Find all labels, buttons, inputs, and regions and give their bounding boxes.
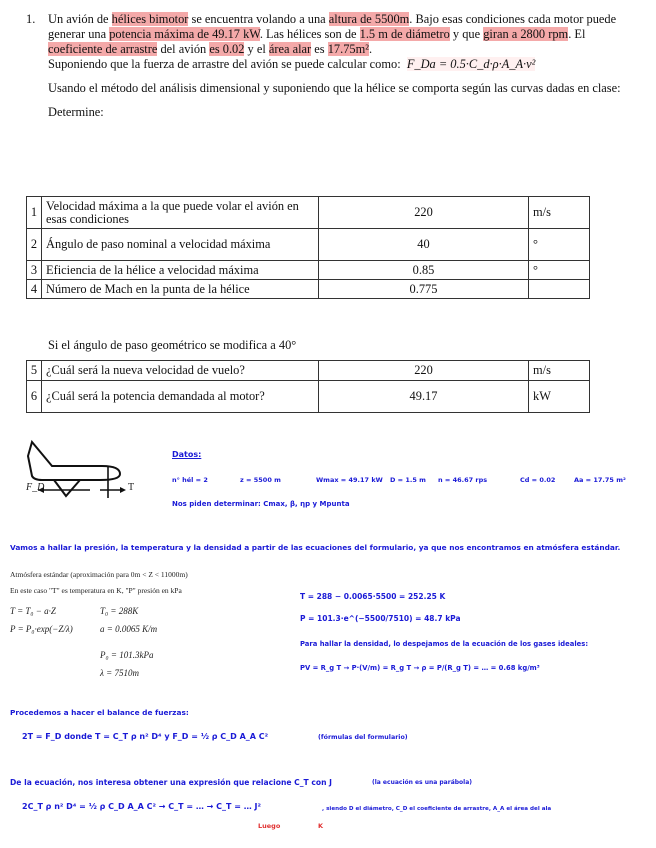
luego-label: Luego (258, 822, 281, 830)
problem-number: 1. (26, 12, 36, 26)
row-answer: 40 (319, 229, 529, 261)
ecuacion-line: De la ecuación, nos interesa obtener una expresión que relacione C_T con J (10, 778, 332, 787)
row-answer: 0.775 (319, 280, 529, 299)
row-number: 4 (27, 280, 42, 299)
row-question: ¿Cuál será la nueva velocidad de vuelo? (42, 361, 319, 381)
datos-potencia: Wmax = 49.17 kW (316, 476, 383, 484)
highlight-area-value: 17.75m² (327, 42, 369, 56)
datos-cd: Cd = 0.02 (520, 476, 556, 484)
ecuacion-note: (la ecuación es una parábola) (372, 779, 473, 786)
datos-area: Aa = 17.75 m² (574, 476, 626, 484)
row-question: Número de Mach en la punta de la hélice (42, 280, 319, 299)
table-row (27, 261, 590, 280)
drag-formula: F_Da = 0.5·C_d·ρ·A_A·v² (406, 57, 536, 71)
row-unit (529, 280, 590, 299)
datos-helices: n° hél = 2 (172, 476, 208, 484)
row-unit: kW (529, 381, 590, 413)
hallar-densidad: Para hallar la densidad, lo despejamos de la ecuación de los gases ideales: (300, 640, 589, 648)
row-answer: 220 (319, 361, 529, 381)
diagram-fd-label: F_D (26, 482, 45, 493)
calc-density: PV = R_g T → P·(V/m) = R_g T → ρ = P/(R_g T) = … = 0.68 kg/m³ (300, 664, 540, 672)
row-number: 2 (27, 229, 42, 261)
highlight-cd: es 0.02 (209, 42, 245, 56)
section-2-heading: Si el ángulo de paso geométrico se modifica a 40° (48, 338, 297, 352)
row-number: 5 (27, 361, 42, 381)
row-answer: 49.17 (319, 381, 529, 413)
atm-eq-temperature: T = T₀ − a·Z (10, 606, 56, 616)
problem-statement (26, 12, 642, 120)
calc-pressure: P = 101.3·e^(−5500/7510) = 48.7 kPa (300, 614, 461, 623)
method-sentence: Usando el método del análisis dimensional y suponiendo que la hélice se comporta según las curvas dadas en clase: (48, 81, 621, 95)
table-row (27, 361, 590, 381)
datos-diametro: D = 1.5 m (390, 476, 426, 484)
table-row (27, 229, 590, 261)
atm-const-a: a = 0.0065 K/m (100, 624, 158, 634)
balance-note: (fórmulas del formulario) (318, 734, 408, 741)
final-equation: 2C_T ρ n² D⁴ = ½ ρ C_D A_A C² → C_T = … → C_T = … J² (22, 802, 262, 811)
datos-altura: z = 5500 m (240, 476, 281, 484)
highlight-rpm: giran a 2800 rpm (483, 27, 569, 41)
atmosfera-subtitle: En este caso "T" es temperatura en K, "P" presión en kPa (10, 586, 182, 595)
k-label: K (318, 822, 324, 830)
drag-sentence: Suponiendo que la fuerza de arrastre del avión se puede calcular como: F_Da = 0.5·C_d·ρ·A_A·v² (48, 57, 536, 71)
highlight-area: área alar (268, 42, 312, 56)
balance-equation: 2T = F_D donde T = C_T ρ n² D⁴ y F_D = ½ ρ C_D A_A C² (22, 732, 269, 741)
vamos-line: Vamos a hallar la presión, la temperatura y la densidad a partir de las ecuaciones del formulario, ya que nos encontramos en atmósfera estándar. (10, 543, 621, 552)
highlight-potencia: potencia máxima de 49.17 kW (109, 27, 260, 41)
datos-title: Datos: (172, 450, 202, 459)
row-question: Velocidad máxima a la que puede volar el avión en esas condiciones (42, 197, 319, 229)
row-answer: 220 (319, 197, 529, 229)
highlight-coef: coeficiente de arrastre (48, 42, 158, 56)
highlight-helices: hélices bimotor (111, 12, 189, 26)
determine-label: Determine: (48, 105, 104, 119)
atmosfera-title: Atmósfera estándar (aproximación para 0m < Z < 11000m) (10, 570, 188, 579)
table-row (27, 197, 590, 229)
row-unit: m/s (529, 197, 590, 229)
table-row (27, 280, 590, 299)
row-question: Eficiencia de la hélice a velocidad máxima (42, 261, 319, 280)
balance-line: Procedemos a hacer el balance de fuerzas: (10, 708, 189, 717)
questions-table-2 (26, 360, 590, 413)
row-unit: m/s (529, 361, 590, 381)
row-unit: ° (529, 261, 590, 280)
piden-line: Nos piden determinar: Cmax, β, ηp y Mpunta (172, 500, 350, 508)
atm-eq-pressure: P = P₀·exp(−Z/λ) (10, 624, 73, 634)
highlight-diametro: 1.5 m de diámetro (359, 27, 450, 41)
row-number: 3 (27, 261, 42, 280)
thrust-arrow-head (120, 487, 126, 493)
questions-table-1 (26, 196, 590, 299)
row-number: 6 (27, 381, 42, 413)
calc-temperature: T = 288 − 0.0065·5500 = 252.25 K (300, 592, 446, 601)
airplane-diagram (20, 436, 150, 506)
row-unit: ° (529, 229, 590, 261)
row-answer: 0.85 (319, 261, 529, 280)
atm-const-lambda: λ = 7510m (100, 668, 139, 678)
row-number: 1 (27, 197, 42, 229)
datos-rps: n = 46.67 rps (438, 476, 488, 484)
table-row (27, 381, 590, 413)
problem-paragraph: Un avión de hélices bimotor se encuentra volando a una altura de 5500m. Bajo esas condiciones cada motor puede generar una potencia máxima de 49.17 kW. Las hélices son de 1.5 m de diámetro y que giran a 2800 rpm. El coeficiente de arrastre del avión es 0.02 y el área alar es 17.75m². (48, 12, 617, 56)
final-note: , siendo D el diámetro, C_D el coeficiente de arrastre, A_A el área del ala (322, 806, 552, 812)
atm-const-t0: T₀ = 288K (100, 606, 139, 616)
diagram-t-label: T (128, 482, 135, 493)
airplane-body-outline (28, 442, 120, 480)
highlight-altura: altura de 5500m (328, 12, 410, 26)
airplane-wing (54, 480, 80, 496)
row-question: ¿Cuál será la potencia demandada al motor? (42, 381, 319, 413)
atm-const-p0: P₀ = 101.3kPa (100, 650, 154, 660)
row-question: Ángulo de paso nominal a velocidad máxima (42, 229, 319, 261)
